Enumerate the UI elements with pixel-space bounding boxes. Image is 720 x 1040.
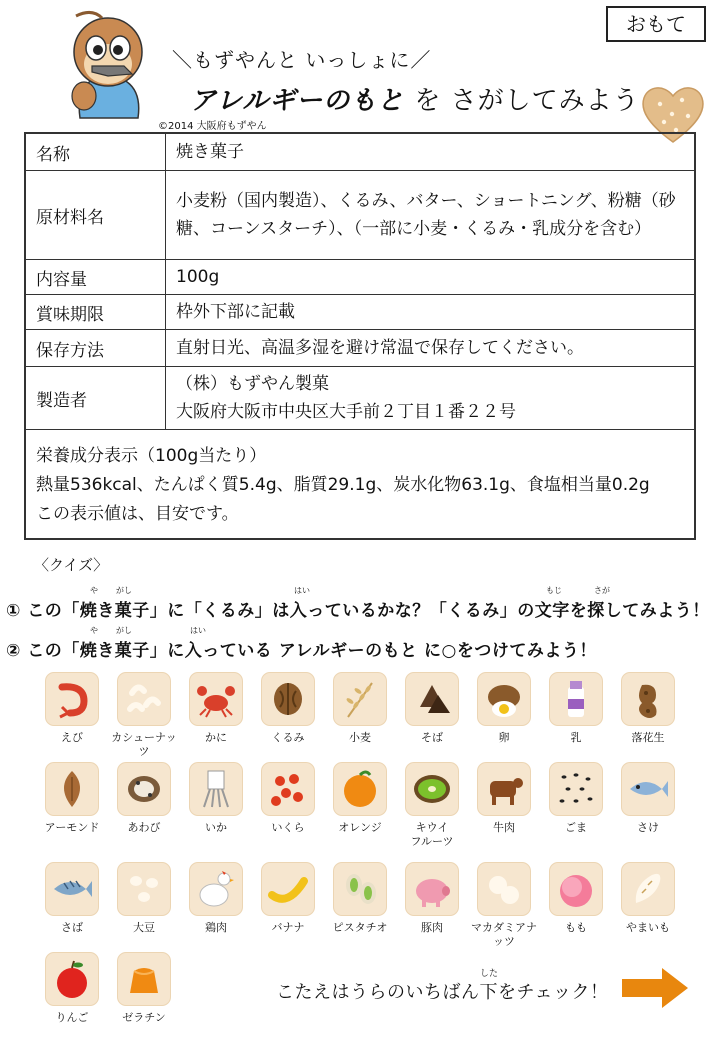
allergen-label: ゼラチン <box>122 1011 166 1024</box>
allergen-label: オレンジ <box>338 821 382 834</box>
nutrition-section <box>26 430 694 557</box>
egg-icon <box>477 672 531 726</box>
banana-icon <box>261 862 315 916</box>
side-tab-omote: おもて <box>606 6 706 42</box>
ruby-gashi-2: がし <box>116 626 132 635</box>
sesame-icon <box>549 762 603 816</box>
allergen-item <box>468 762 540 835</box>
copyright: ©2014 大阪府もずやん <box>158 121 267 132</box>
allergen-label: 大豆 <box>133 921 155 934</box>
allergen-item <box>36 762 108 835</box>
allergen-item <box>396 762 468 849</box>
quiz-question-1: ① この「焼き菓子」に「くるみ」は入っているかな？「くるみ」の文字を探してみよう！ <box>6 601 710 621</box>
mozuyan-mascot <box>62 10 154 122</box>
expiry-value: 枠外下部に記載 <box>166 295 695 330</box>
allergen-label: バナナ <box>271 921 305 934</box>
allergen-label: キウイ フルーツ <box>410 821 454 848</box>
almond-icon <box>45 762 99 816</box>
ruby-ya-1: や <box>90 586 98 595</box>
allergen-item <box>36 952 108 1025</box>
allergen-label: 乳 <box>570 731 582 744</box>
allergen-item <box>324 862 396 935</box>
peanut-icon <box>621 672 675 726</box>
allergen-item <box>108 952 180 1025</box>
gelatin-icon <box>117 952 171 1006</box>
allergen-item <box>396 672 468 745</box>
kiwi-icon <box>405 762 459 816</box>
macadamia-icon <box>477 862 531 916</box>
title-allergen-source: アレルギーのもと <box>190 86 405 116</box>
ruby-saga: さが <box>594 586 610 595</box>
salmon-icon <box>621 762 675 816</box>
allergen-item <box>252 672 324 745</box>
cashew-icon <box>117 672 171 726</box>
allergen-label: いくら <box>271 821 305 834</box>
allergen-label: いか <box>205 821 227 834</box>
answer-hint: こたえはうらのいちばん下をチェック！ <box>276 982 609 1003</box>
buckwheat-icon <box>405 672 459 726</box>
allergen-item <box>324 762 396 835</box>
allergen-item <box>540 672 612 745</box>
allergen-label: さば <box>61 921 83 934</box>
allergen-label: くるみ <box>271 731 305 744</box>
allergen-item <box>540 762 612 835</box>
milk-icon <box>549 672 603 726</box>
ruby-shita: した <box>480 969 499 979</box>
food-label <box>24 132 696 540</box>
allergen-label: 落花生 <box>631 731 665 744</box>
storage-value: 直射日光、高温多湿を避け常温で保存してください。 <box>166 330 695 367</box>
allergen-label: そば <box>421 731 443 744</box>
maker-name: （株）もずやん製菓 <box>176 374 329 394</box>
name-key: 名称 <box>26 134 166 171</box>
apple-icon <box>45 952 99 1006</box>
nutrition-title: 栄養成分表示（100g当たり） <box>36 446 267 466</box>
maker-address: 大阪府大阪市中央区大手前２丁目１番２２号 <box>176 402 516 422</box>
salmon-roe-icon <box>261 762 315 816</box>
allergen-label: 小麦 <box>349 731 371 744</box>
name-value: 焼き菓子 <box>166 134 695 171</box>
nutrition-values: 熱量536kcal、たんぱく質5.4g、脂質29.1g、炭水化物63.1g、食塩相当量0.2g <box>36 475 650 495</box>
allergen-item <box>468 862 540 949</box>
allergen-item <box>108 762 180 835</box>
wheat-icon <box>333 672 387 726</box>
allergen-label: あわび <box>127 821 161 834</box>
allergen-item <box>612 672 684 745</box>
storage-key: 保存方法 <box>26 330 166 367</box>
beef-icon <box>477 762 531 816</box>
quiz-question-2: ② この「焼き菓子」に入っている アレルギーのもと に○をつけてみよう！ <box>6 641 597 661</box>
chicken-icon <box>189 862 243 916</box>
allergen-item <box>252 862 324 935</box>
allergen-item <box>612 762 684 835</box>
allergen-item <box>36 672 108 745</box>
allergen-label: 牛肉 <box>493 821 515 834</box>
quiz-heading: 〈クイズ〉 <box>34 556 109 574</box>
walnut-icon <box>261 672 315 726</box>
allergen-item <box>108 672 180 759</box>
squid-icon <box>189 762 243 816</box>
nutrition-note: この表示値は、目安です。 <box>36 504 239 524</box>
food-label-table <box>26 134 694 556</box>
page-title <box>190 80 640 117</box>
mackerel-icon <box>45 862 99 916</box>
title-rest: を さがしてみよう <box>414 86 640 116</box>
yam-icon <box>621 862 675 916</box>
expiry-key: 賞味期限 <box>26 295 166 330</box>
allergen-label: マカダミアナッツ <box>471 921 537 948</box>
pistachio-icon <box>333 862 387 916</box>
allergen-item <box>36 862 108 935</box>
ruby-gashi-1: がし <box>116 586 132 595</box>
ingredients-key: 原材料名 <box>26 171 166 260</box>
allergen-item <box>180 862 252 935</box>
allergen-item <box>540 862 612 935</box>
allergen-label: 卵 <box>498 731 510 744</box>
allergen-label: やまいも <box>626 921 670 934</box>
allergen-label: 豚肉 <box>421 921 443 934</box>
allergen-label: ピスタチオ <box>332 921 388 934</box>
crab-icon <box>189 672 243 726</box>
ruby-ya-2: や <box>90 626 98 635</box>
allergen-label: りんご <box>55 1011 89 1024</box>
soybean-icon <box>117 862 171 916</box>
allergen-item <box>396 862 468 935</box>
shrimp-icon <box>45 672 99 726</box>
allergen-label: アーモンド <box>44 821 100 834</box>
subtitle: ＼もずやんと いっしょに／ <box>172 48 432 72</box>
allergen-item <box>252 762 324 835</box>
maker-key: 製造者 <box>26 367 166 430</box>
content-value: 100g <box>166 260 695 295</box>
content-key: 内容量 <box>26 260 166 295</box>
allergen-label: さけ <box>637 821 659 834</box>
pork-icon <box>405 862 459 916</box>
allergen-item <box>612 862 684 935</box>
maker-value <box>166 367 695 430</box>
ruby-hai-2: はい <box>190 626 206 635</box>
peach-icon <box>549 862 603 916</box>
allergen-item <box>180 672 252 745</box>
abalone-icon <box>117 762 171 816</box>
allergen-label: 鶏肉 <box>205 921 227 934</box>
ruby-hai-1: はい <box>294 586 310 595</box>
allergen-item <box>324 672 396 745</box>
allergen-label: えび <box>61 731 83 744</box>
allergen-label: ごま <box>565 821 587 834</box>
orange-icon <box>333 762 387 816</box>
ingredients-value: 小麦粉（国内製造）、くるみ、バター、ショートニング、粉糖（砂糖、コーンスターチ）、（一部に小麦・くるみ・乳成分を含む） <box>166 171 695 260</box>
allergen-item <box>468 672 540 745</box>
allergen-item <box>180 762 252 835</box>
arrow-right-icon <box>622 968 688 1008</box>
allergen-label: もも <box>565 921 587 934</box>
allergen-label: カシューナッツ <box>111 731 177 758</box>
allergen-label: かに <box>205 731 227 744</box>
ruby-moji: もじ <box>546 586 562 595</box>
allergen-item <box>108 862 180 935</box>
